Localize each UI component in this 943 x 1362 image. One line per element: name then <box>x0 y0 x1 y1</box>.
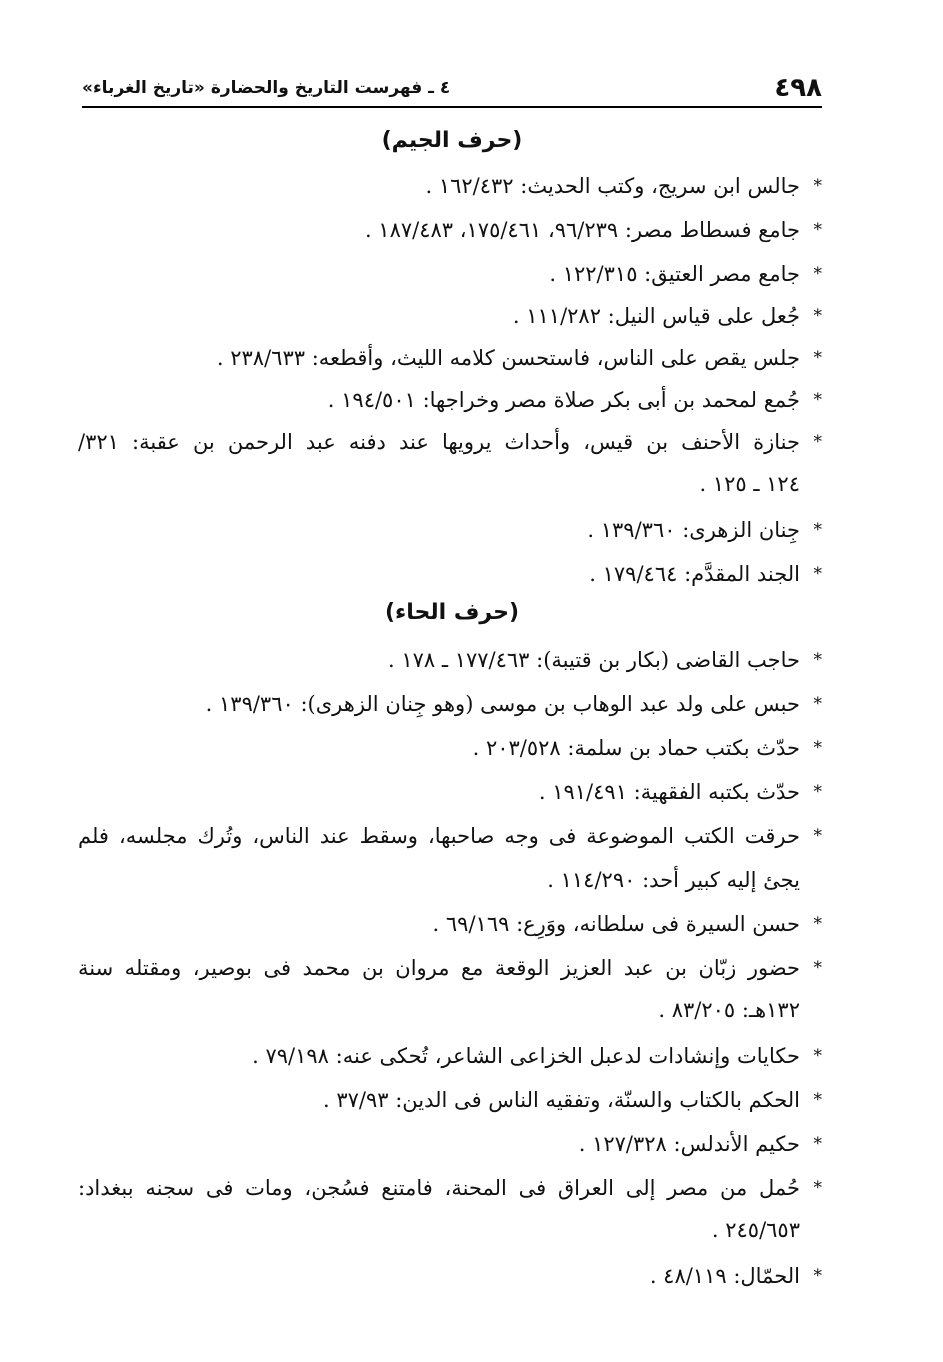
entry-text: الجند المقدَّم: ١٧٩/٤٦٤ . <box>589 562 800 586</box>
index-entry <box>78 1034 822 1078</box>
entry-text: جلس يقص على الناس، فاستحسن كلامه الليث، وأقطعه: ٢٣٨/٦٣٣ . <box>216 346 800 370</box>
entry-text: حرقت الكتب الموضوعة فى وجه صاحبها، وسقط عند الناس، وتُرك مجلسه، فلم <box>78 824 800 848</box>
entry-text: حُمل من مصر إلى العراق فى المحنة، فامتنع فسُجن، ومات فى سجنه ببغداد: <box>78 1176 800 1200</box>
entry-text: جِنان الزهرى: ١٣٩/٣٦٠ . <box>587 518 800 542</box>
entry-text: حدّث بكتبه الفقهية: ١٩١/٤٩١ . <box>538 780 800 804</box>
bullet-star: * <box>813 306 822 326</box>
index-entry <box>78 1078 822 1122</box>
index-entry <box>78 770 822 814</box>
bullet-star: * <box>813 1178 822 1198</box>
index-entry <box>78 164 822 208</box>
header-title: ٤ ـ فهرست التاريخ والحضارة «تاريخ الغرباء» <box>82 78 451 98</box>
index-entry <box>78 294 822 338</box>
index-entry <box>78 378 822 422</box>
bullet-star: * <box>813 958 822 978</box>
entry-text: جنازة الأحنف بن قيس، وأحداث يرويها عند دفنه عبد الرحمن بن عقبة: ٣٢١/ <box>78 430 800 454</box>
index-entry <box>78 208 822 252</box>
entry-text: حدّث بكتب حماد بن سلمة: ٢٠٣/٥٢٨ . <box>472 736 800 760</box>
bullet-star: * <box>813 264 822 284</box>
index-entry <box>78 638 822 682</box>
bullet-star: * <box>813 520 822 540</box>
entry-text: حاجب القاضى (بكار بن قتيبة): ١٧٧/٤٦٣ ـ ١٧٨ . <box>387 648 800 672</box>
bullet-star: * <box>813 1046 822 1066</box>
index-entry <box>78 252 822 296</box>
index-entry <box>78 814 822 858</box>
index-entry <box>78 1166 822 1210</box>
bullet-star: * <box>813 1266 822 1286</box>
index-entry <box>78 1122 822 1166</box>
bullet-star: * <box>813 220 822 240</box>
bullet-star: * <box>813 390 822 410</box>
entry-text: حكايات وإنشادات لدعبل الخزاعى الشاعر، تُحكى عنه: ٧٩/١٩٨ . <box>252 1044 800 1068</box>
bullet-star: * <box>813 564 822 584</box>
bullet-star: * <box>813 348 822 368</box>
section-heading-ha: (حرف الحاء) <box>384 600 520 625</box>
entry-continuation: ٢٤٥/٦٥٣ . <box>711 1218 800 1242</box>
entry-text: جالس ابن سريج، وكتب الحديث: ١٦٢/٤٣٢ . <box>425 174 800 198</box>
bullet-star: * <box>813 432 822 452</box>
entry-text: الحكم بالكتاب والسنّة، وتفقيه الناس فى الدين: ٣٧/٩٣ . <box>322 1088 800 1112</box>
bullet-star: * <box>813 826 822 846</box>
index-entry <box>78 552 822 596</box>
page-number: ٤٩٨ <box>774 73 822 103</box>
section-heading-jim: (حرف الجيم) <box>381 128 523 153</box>
header-rule <box>82 106 822 108</box>
index-entry <box>78 682 822 726</box>
entry-text: حضور زبّان بن عبد العزيز الوقعة مع مروان بن محمد فى بوصير، ومقتله سنة <box>78 956 800 980</box>
index-entry <box>78 336 822 380</box>
bullet-star: * <box>813 1134 822 1154</box>
entry-continuation: يجئ إليه كبير أحد: ١١٤/٢٩٠ . <box>547 868 800 892</box>
entry-text: جُعل على قياس النيل: ١١١/٢٨٢ . <box>512 304 800 328</box>
entry-continuation: ١٢٤ ـ ١٢٥ . <box>699 472 800 496</box>
bullet-star: * <box>813 694 822 714</box>
index-entry <box>78 508 822 552</box>
bullet-star: * <box>813 914 822 934</box>
entry-text: حسن السيرة فى سلطانه، ووَرِع: ٦٩/١٦٩ . <box>432 912 800 936</box>
entry-text: حبس على ولد عبد الوهاب بن موسى (وهو جِنان الزهرى): ١٣٩/٣٦٠ . <box>205 692 800 716</box>
running-header <box>82 70 822 106</box>
index-entry <box>78 1254 822 1298</box>
bullet-star: * <box>813 782 822 802</box>
bullet-star: * <box>813 650 822 670</box>
entry-text: الحمّال: ٤٨/١١٩ . <box>649 1264 800 1288</box>
index-entry <box>78 946 822 990</box>
bullet-star: * <box>813 738 822 758</box>
entry-text: جُمع لمحمد بن أبى بكر صلاة مصر وخراجها: ١٩٤/٥٠١ . <box>327 388 800 412</box>
index-entry <box>78 420 822 464</box>
entry-text: جامع فسطاط مصر: ٩٦/٢٣٩، ١٧٥/٤٦١، ١٨٧/٤٨٣ . <box>364 218 800 242</box>
index-entry <box>78 726 822 770</box>
bullet-star: * <box>813 176 822 196</box>
entry-text: جامع مصر العتيق: ١٢٢/٣١٥ . <box>549 262 800 286</box>
bullet-star: * <box>813 1090 822 1110</box>
entry-continuation: ١٣٢هـ: ٨٣/٢٠٥ . <box>658 998 800 1022</box>
index-entry <box>78 902 822 946</box>
entry-text: حكيم الأندلس: ١٢٧/٣٢٨ . <box>578 1132 800 1156</box>
